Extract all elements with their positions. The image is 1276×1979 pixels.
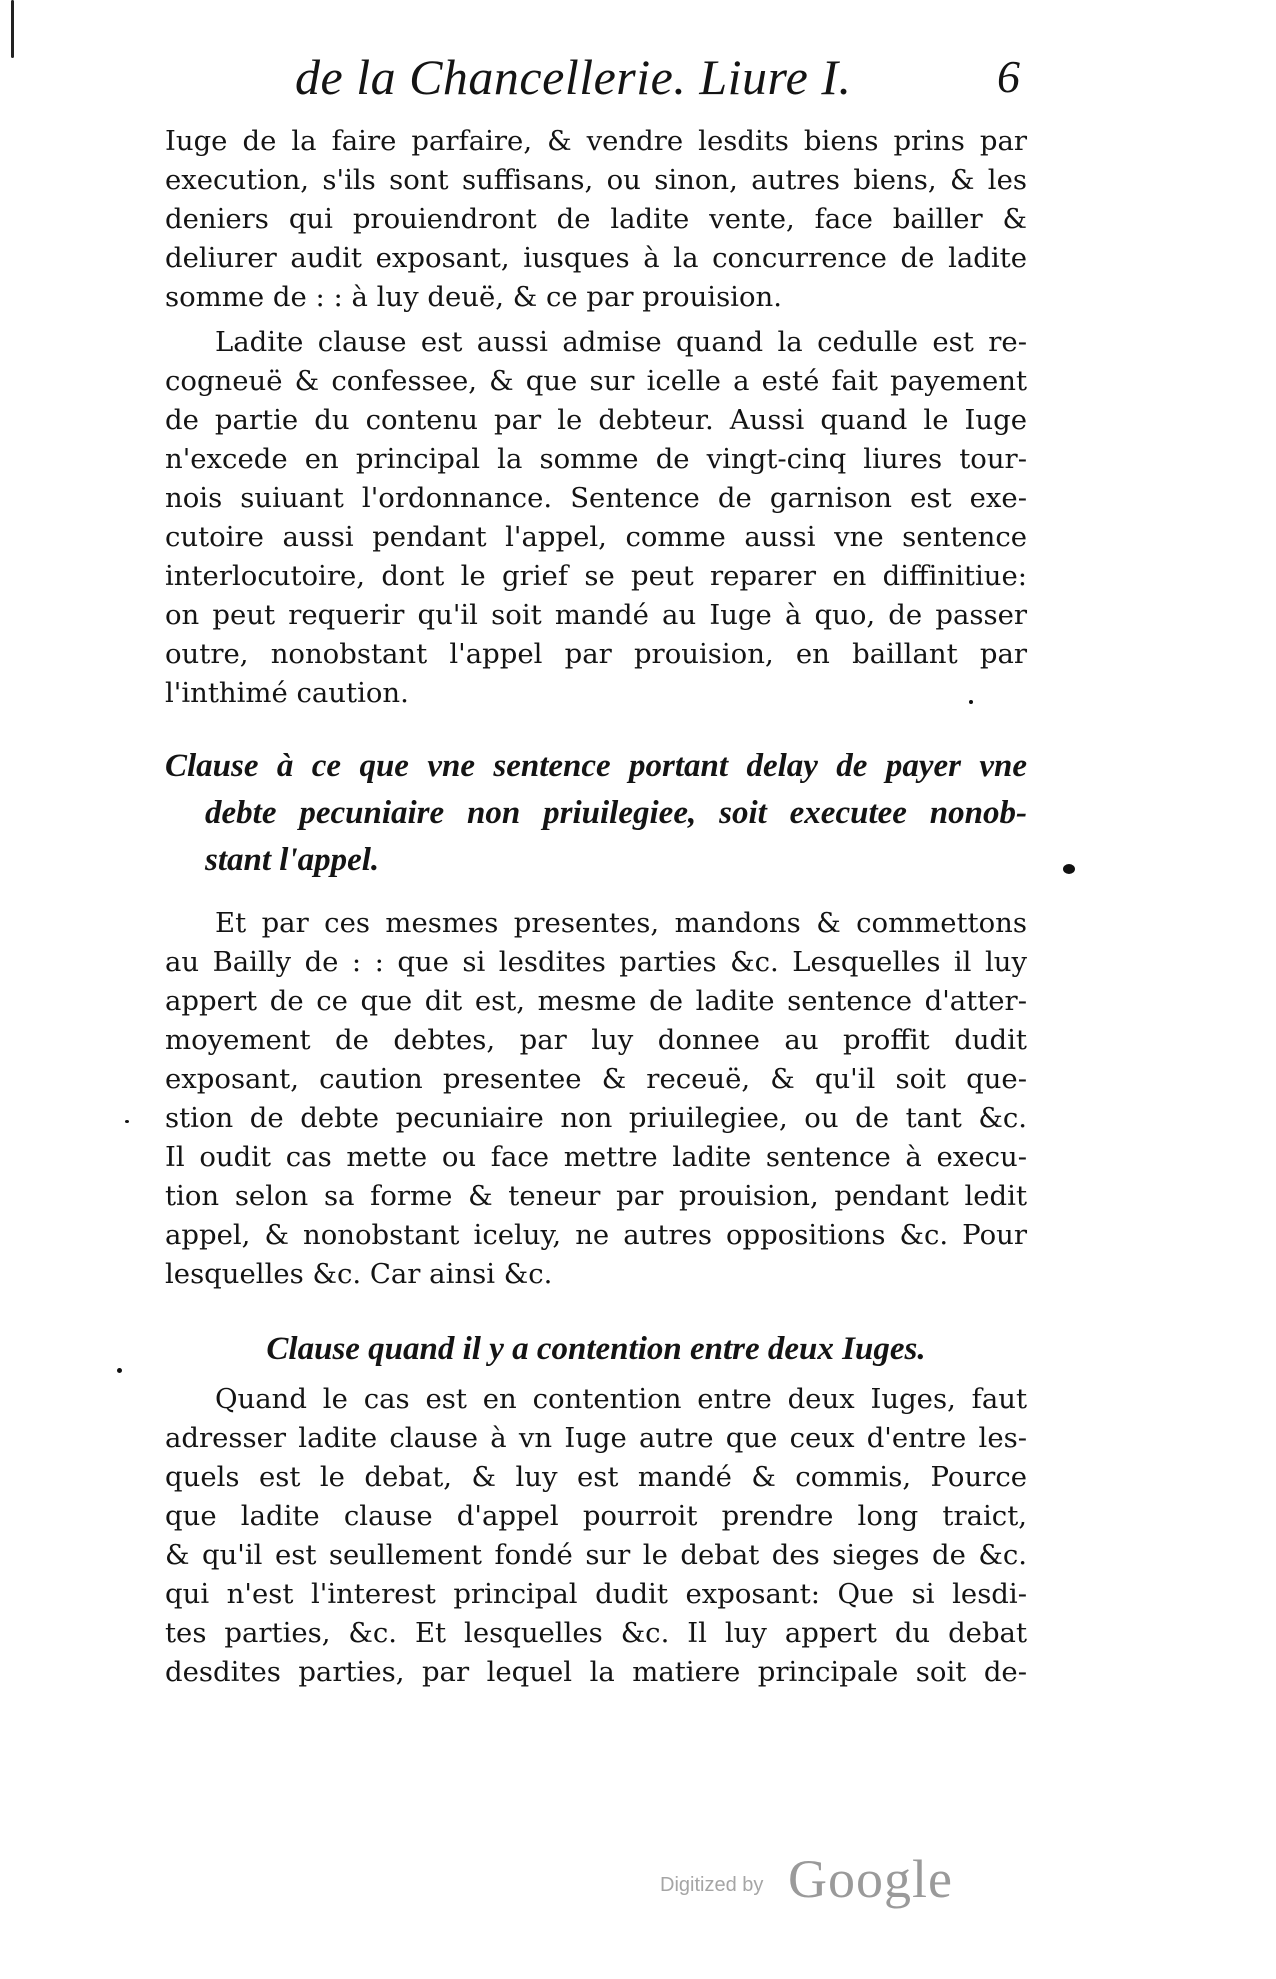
text-line: cutoire aussi pendant l'appel, comme aussi vne sentence [165, 521, 1027, 553]
text-line: cogneuë & confessee, & que sur icelle a esté fait payement [165, 365, 1027, 397]
text-line: Quand le cas est en contention entre deux Iuges, faut [215, 1383, 1027, 1415]
text-line: que ladite clause d'appel pourroit prendre long traict, [165, 1500, 1027, 1532]
paragraph-3 [165, 904, 1027, 1294]
text-line: stion de debte pecuniaire non priuilegiee, ou de tant &c. [165, 1102, 1027, 1134]
text-line: & qu'il est seullement fondé sur le debat des sieges de &c. [165, 1539, 1027, 1571]
text-line: on peut requerir qu'il soit mandé au Iuge à quo, de passer [165, 599, 1027, 631]
text-line: moyement de debtes, par luy donnee au proffit dudit [165, 1024, 1027, 1056]
text-line: nois suiuant l'ordonnance. Sentence de garnison est exe- [165, 482, 1027, 514]
section-heading-1 [165, 743, 1027, 884]
paragraph-4 [165, 1380, 1027, 1692]
text-line: n'excede en principal la somme de vingt-cinq liures tour- [165, 443, 1027, 475]
text-line: quels est le debat, & luy est mandé & commis, Pource [165, 1461, 1027, 1493]
text-line: qui n'est l'interest principal dudit exposant: Que si lesdi- [165, 1578, 1027, 1610]
section-heading-2 [165, 1324, 1027, 1374]
text-line: l'inthimé caution. [165, 677, 409, 709]
heading-line: Clause quand il y a contention entre deux Iuges. [266, 1331, 926, 1367]
paragraph-2 [165, 323, 1027, 713]
text-line: execution, s'ils sont suffisans, ou sinon, autres biens, & les [165, 164, 1027, 196]
ink-speck [125, 1120, 129, 1123]
text-line: somme de : : à luy deuë, & ce par prouision. [165, 281, 782, 313]
text-line: Ladite clause est aussi admise quand la cedulle est re- [215, 326, 1027, 358]
text-line: Il oudit cas mette ou face mettre ladite sentence à execu- [165, 1141, 1027, 1173]
text-line: deliurer audit exposant, iusques à la concurrence de ladite [165, 242, 1027, 274]
digitized-label: Digitized by [660, 1874, 764, 1896]
ink-speck [969, 700, 973, 704]
ink-speck [117, 1368, 122, 1373]
text-line: tion selon sa forme & teneur par prouision, pendant ledit [165, 1180, 1027, 1212]
heading-line: stant l'appel. [205, 842, 380, 878]
text-line: outre, nonobstant l'appel par prouision, en baillant par [165, 638, 1027, 670]
text-line: exposant, caution presentee & receuë, & qu'il soit que- [165, 1063, 1027, 1095]
text-line: de partie du contenu par le debteur. Aussi quand le Iuge [165, 404, 1027, 436]
body-text [165, 122, 1027, 1692]
text-line: interlocutoire, dont le grief se peut reparer en diffinitiue: [165, 560, 1027, 592]
heading-line: debte pecuniaire non priuilegiee, soit executee nonob- [205, 795, 1027, 831]
page-number: 6 [997, 51, 1020, 102]
text-line: au Bailly de : : que si lesdites parties &c. Lesquelles il luy [165, 946, 1027, 978]
ink-speck [1063, 864, 1075, 874]
text-line: tes parties, &c. Et lesquelles &c. Il luy appert du debat [165, 1617, 1027, 1649]
text-line: Iuge de la faire parfaire, & vendre lesdits biens prins par [165, 125, 1027, 157]
text-line: adresser ladite clause à vn Iuge autre que ceux d'entre les- [165, 1422, 1027, 1454]
text-line: Et par ces mesmes presentes, mandons & commettons [215, 907, 1027, 939]
paragraph-1 [165, 122, 1027, 317]
text-line: deniers qui prouiendront de ladite vente, face bailler & [165, 203, 1027, 235]
text-line: appel, & nonobstant iceluy, ne autres oppositions &c. Pour [165, 1219, 1027, 1251]
google-logo: Google [788, 1849, 953, 1909]
running-title: de la Chancellerie. Liure I. [295, 49, 852, 105]
text-line: appert de ce que dit est, mesme de ladite sentence d'atter- [165, 985, 1027, 1017]
margin-mark [11, 0, 14, 58]
page-header [160, 48, 1040, 118]
text-line: lesquelles &c. Car ainsi &c. [165, 1258, 553, 1290]
heading-line: Clause à ce que vne sentence portant delay de payer vne [165, 748, 1027, 784]
text-line: desdites parties, par lequel la matiere principale soit de- [165, 1656, 1027, 1688]
digitization-watermark [660, 1848, 1000, 1908]
